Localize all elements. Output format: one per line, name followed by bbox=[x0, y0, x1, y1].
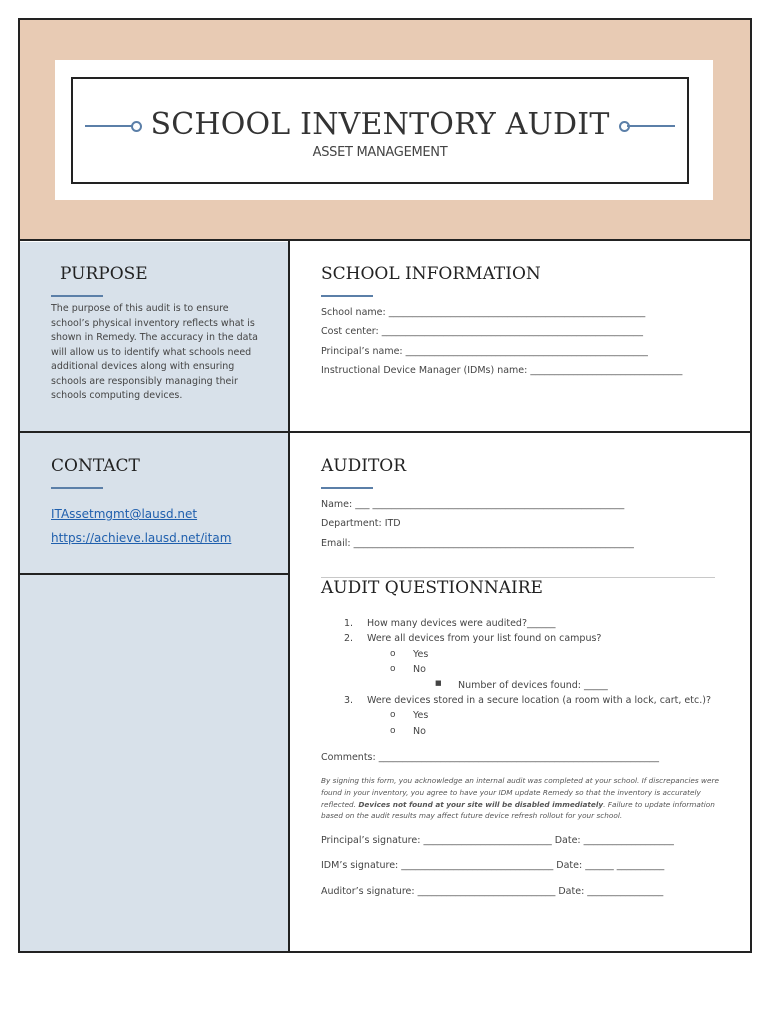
school-name-field[interactable]: School name: ______________________________________________________ bbox=[321, 307, 646, 318]
auditor-signature-field[interactable]: Auditor’s signature: _____________________________ Date: ________________ bbox=[321, 886, 664, 897]
disclaimer-bold-text: Devices not found at your site will be disabled immediately bbox=[358, 799, 604, 809]
question-3: Were devices stored in a secure location (a room with a lock, cart, etc.)? bbox=[367, 695, 711, 706]
contact-accent bbox=[51, 487, 103, 489]
contact-email-link[interactable]: ITAssetmgmt@lausd.net bbox=[51, 507, 198, 521]
circle-bullet-icon: o bbox=[390, 726, 396, 736]
signature-disclaimer bbox=[321, 775, 719, 822]
page-subtitle: ASSET MANAGEMENT bbox=[312, 145, 448, 160]
school-info-title: SCHOOL INFORMATION bbox=[321, 264, 541, 284]
principal-signature-field[interactable]: Principal’s signature: ___________________________ Date: ___________________ bbox=[321, 835, 674, 846]
cost-center-field[interactable]: Cost center: _______________________________________________________ bbox=[321, 326, 644, 337]
idm-signature-field[interactable]: IDM’s signature: ________________________________ Date: ______ __________ bbox=[321, 860, 665, 871]
auditor-accent bbox=[321, 487, 373, 489]
contact-title: CONTACT bbox=[51, 456, 140, 476]
questionnaire-title: AUDIT QUESTIONNAIRE bbox=[321, 578, 543, 598]
question-number: 1. bbox=[344, 618, 354, 629]
purpose-text: The purpose of this audit is to ensure school’s physical inventory reflects what is shown in Remedy. The accuracy in the data will allow us to identify what schools need additional devices along with ensuring schools are responsibly managing their schools computing devices. bbox=[51, 303, 258, 401]
auditor-email-field[interactable]: Email: ___________________________________________________________ bbox=[321, 538, 634, 549]
school-info-accent bbox=[321, 295, 373, 297]
disclaimer-text: . Failure to update information based on the audit results may affect future device refresh rollout for your school. bbox=[321, 799, 715, 821]
disclaimer-text: By signing this form, you acknowledge an internal audit was completed at your school. If discrepancies were found in your inventory, you agree to have your IDM update Remedy so that the inventory is accurately reflected. bbox=[321, 776, 719, 809]
purpose-accent bbox=[51, 295, 103, 297]
page-title: SCHOOL INVENTORY AUDIT bbox=[150, 107, 610, 142]
circle-bullet-icon: o bbox=[390, 710, 396, 720]
auditor-name-field[interactable]: Name: ___ _____________________________________________________ bbox=[321, 499, 625, 510]
comments-field[interactable]: Comments: ___________________________________________________________ bbox=[321, 752, 659, 763]
circle-bullet-icon: o bbox=[390, 649, 396, 659]
question-number: 2. bbox=[344, 633, 354, 644]
contact-url-link[interactable]: https://achieve.lausd.net/itam bbox=[51, 531, 232, 545]
auditor-title: AUDITOR bbox=[321, 456, 407, 476]
question-1[interactable]: How many devices were audited?______ bbox=[367, 618, 556, 629]
q2-devices-found[interactable]: Number of devices found: _____ bbox=[458, 680, 608, 691]
purpose-title: PURPOSE bbox=[60, 264, 148, 284]
question-number: 3. bbox=[344, 695, 354, 706]
circle-bullet-icon: o bbox=[390, 664, 396, 674]
q3-option-yes[interactable]: Yes bbox=[413, 710, 429, 721]
idm-name-field[interactable]: Instructional Device Manager (IDMs) name: ________________________________ bbox=[321, 365, 683, 376]
square-bullet-icon: ■ bbox=[435, 679, 442, 687]
question-2: Were all devices from your list found on campus? bbox=[367, 633, 602, 644]
q2-option-no[interactable]: No bbox=[413, 664, 426, 675]
q3-option-no[interactable]: No bbox=[413, 726, 426, 737]
principal-name-field[interactable]: Principal’s name: ___________________________________________________ bbox=[321, 346, 648, 357]
q2-option-yes[interactable]: Yes bbox=[413, 649, 429, 660]
auditor-department-field: Department: ITD bbox=[321, 518, 401, 529]
